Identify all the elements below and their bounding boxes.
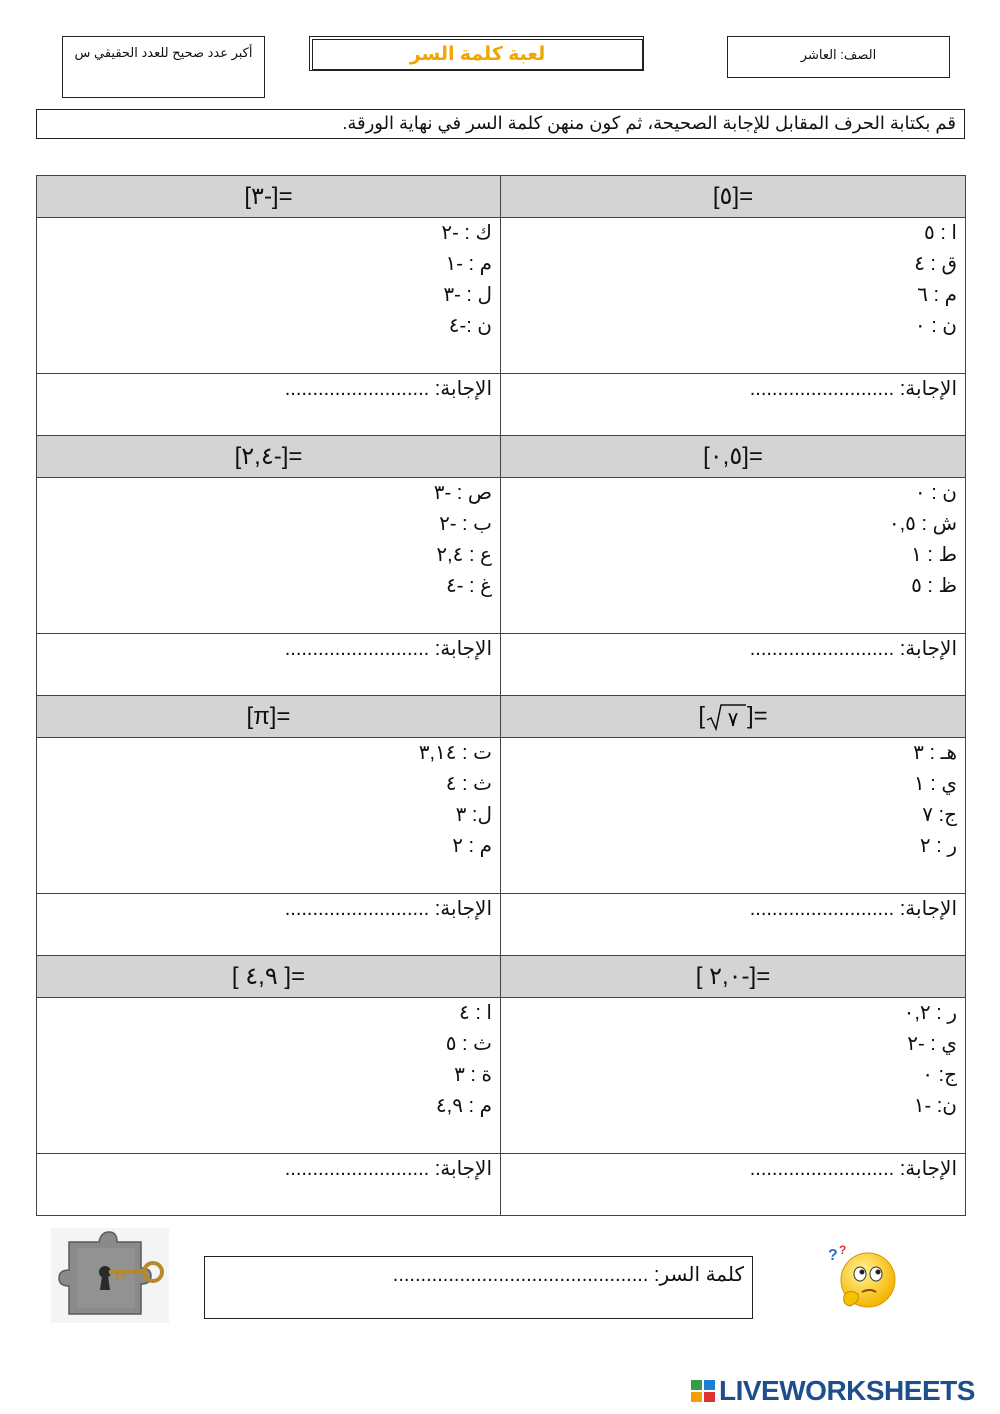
answer-field[interactable] [37, 374, 501, 436]
worksheet-title-box [309, 36, 644, 71]
option: ر : ٢ [919, 835, 957, 857]
svg-text:?: ? [839, 1244, 847, 1257]
instruction-box [36, 109, 965, 139]
sqrt-symbol [705, 702, 747, 732]
option: م : ٤,٩ [435, 1095, 492, 1117]
question-header: =[π] [37, 696, 501, 738]
answer-label: الإجابة: .......................... [749, 378, 957, 400]
instruction-text: قم بكتابة الحرف المقابل للإجابة الصحيحة، ثم كون منهن كلمة السر في نهاية الورقة. [342, 113, 956, 133]
question-header: =[ ٤,٩ ] [37, 956, 501, 998]
option: ك : -٢ [441, 222, 492, 244]
answer-label: الإجابة: .......................... [284, 1158, 492, 1180]
option: ج: ٧ [922, 804, 957, 826]
option: ن : ٠ [914, 315, 957, 337]
answer-field[interactable] [37, 1154, 501, 1216]
answer-label: الإجابة: .......................... [284, 638, 492, 660]
answer-field[interactable] [501, 894, 966, 956]
option: ت : ٣,١٤ [418, 742, 492, 764]
sqrt-suffix: ] [698, 701, 705, 729]
liveworksheets-logo-icon [690, 1378, 716, 1404]
sqrt-radicand: ٧ [727, 708, 739, 731]
grade-label: الصف: العاشر [800, 47, 877, 62]
option: ا : ٥ [924, 222, 957, 244]
options-cell [501, 218, 966, 374]
options-cell [37, 218, 501, 374]
option: ب : -٢ [439, 513, 492, 535]
option: ث : ٥ [445, 1033, 492, 1055]
options-cell [37, 478, 501, 634]
options-cell [501, 478, 966, 634]
answer-label: الإجابة: .......................... [284, 898, 492, 920]
option: ج: ٠ [922, 1064, 957, 1086]
worksheet-title: لعبة كلمة السر [312, 39, 643, 70]
option: ل: ٣ [455, 804, 492, 826]
option: هـ : ٣ [913, 742, 957, 764]
question-header: =[٥] [501, 176, 966, 218]
option: ط : ١ [911, 544, 957, 566]
options-cell [37, 738, 501, 894]
option: ش : ٠,٥ [888, 513, 957, 535]
option: ق : ٤ [914, 253, 957, 275]
answer-label: الإجابة: .......................... [749, 1158, 957, 1180]
option: ر : ٠,٢ [903, 1002, 957, 1024]
option: ن :-٤ [448, 315, 492, 337]
header-left-box [62, 36, 265, 98]
option: ل : -٣ [443, 284, 492, 306]
answer-field[interactable] [37, 894, 501, 956]
liveworksheets-logo [690, 1374, 990, 1408]
questions-grid [36, 175, 966, 1216]
option: ا : ٤ [459, 1002, 492, 1024]
option: ص : -٣ [433, 482, 492, 504]
radical-sign-icon [705, 702, 747, 732]
thinking-face-icon [826, 1244, 898, 1314]
option: ظ : ٥ [911, 575, 957, 597]
password-label: كلمة السر: .............................................. [392, 1264, 744, 1286]
option: ن : ٠ [914, 482, 957, 504]
option: ث : ٤ [445, 773, 492, 795]
option: ة : ٣ [454, 1064, 492, 1086]
option: م : -١ [445, 253, 492, 275]
question-header: =[-٢,٤] [37, 436, 501, 478]
brand-name: LIVEWORKSHEETS [719, 1375, 975, 1406]
option: م : ٦ [917, 284, 957, 306]
answer-label: الإجابة: .......................... [749, 898, 957, 920]
question-header: =[٠,٥] [501, 436, 966, 478]
option: ع : ٢,٤ [436, 544, 492, 566]
answer-field[interactable] [501, 374, 966, 436]
options-cell [37, 998, 501, 1154]
option: ي : ١ [913, 773, 957, 795]
header-left-text: أكبر عدد صحيح للعدد الحقيقي س [74, 45, 253, 60]
answer-label: الإجابة: .......................... [749, 638, 957, 660]
answer-field[interactable] [501, 634, 966, 696]
option: غ : -٤ [445, 575, 492, 597]
answer-field[interactable] [501, 1154, 966, 1216]
puzzle-key-image [51, 1228, 169, 1323]
question-header: =[-٣] [37, 176, 501, 218]
answer-label: الإجابة: .......................... [284, 378, 492, 400]
question-header-sqrt [501, 696, 966, 738]
question-header: =[-٢,٠ ] [501, 956, 966, 998]
answer-field[interactable] [37, 634, 501, 696]
option: م : ٢ [452, 835, 492, 857]
option: ن: -١ [913, 1095, 957, 1117]
options-cell [501, 738, 966, 894]
options-cell [501, 998, 966, 1154]
svg-text:?: ? [828, 1247, 838, 1264]
sqrt-prefix: =[ [746, 701, 768, 729]
password-box[interactable] [204, 1256, 753, 1319]
option: ي : -٢ [907, 1033, 957, 1055]
header-right-box [727, 36, 950, 78]
